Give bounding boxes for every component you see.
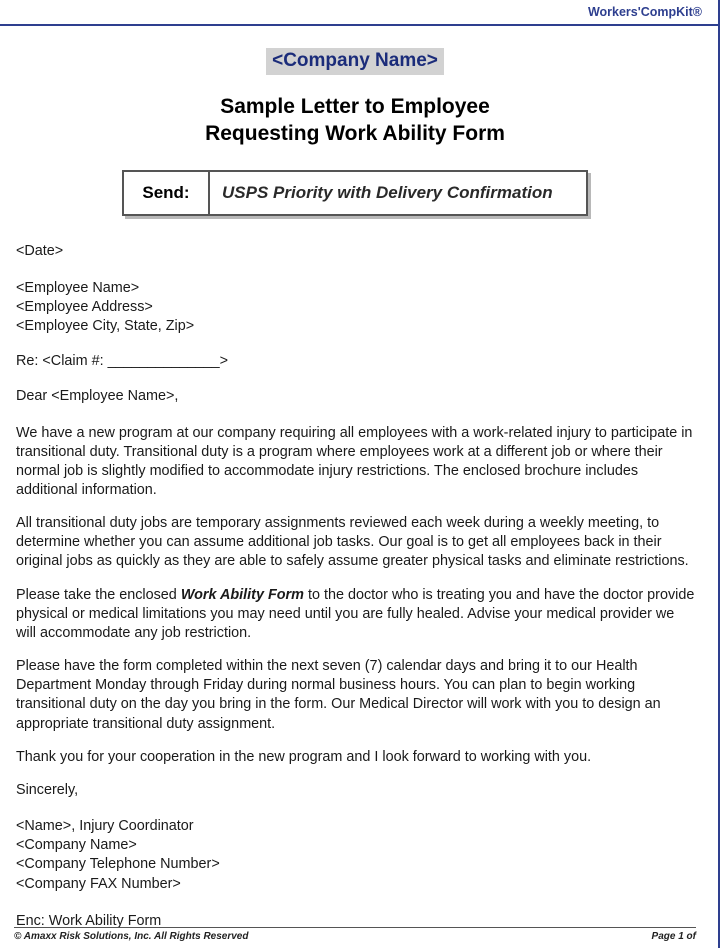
paragraph-5: Thank you for your cooperation in the new program and I look forward to working with you. bbox=[16, 748, 592, 765]
closing: Sincerely, bbox=[16, 781, 79, 798]
page-title-line2: Requesting Work Ability Form bbox=[205, 122, 505, 146]
claim-blank: ______________ bbox=[107, 353, 220, 370]
signature-block bbox=[16, 817, 696, 894]
page-title-line1: Sample Letter to Employee bbox=[220, 95, 490, 118]
brand-header bbox=[0, 0, 718, 26]
signature-line-4: <Company FAX Number> bbox=[16, 875, 181, 892]
address-line-1: <Employee Name> bbox=[16, 279, 140, 296]
letter-body bbox=[14, 242, 696, 931]
address-line-3: <Employee City, State, Zip> bbox=[16, 318, 195, 335]
work-ability-form-emphasis: Work Ability Form bbox=[180, 586, 304, 603]
footer-copyright: © Amaxx Risk Solutions, Inc. All Rights Reserved bbox=[14, 931, 249, 942]
address-block bbox=[16, 279, 696, 336]
send-label: Send: bbox=[124, 172, 210, 214]
date-line: <Date> bbox=[16, 242, 64, 259]
brand-label: Workers'CompKit® bbox=[587, 5, 702, 19]
paragraph-3-part2: to the doctor who is treating you and have the doctor provide physical or medical limitations you may need until you are fully healed. Advise your medical provider we will accommodate any job restriction. bbox=[16, 586, 695, 641]
enclosure-line: Enc: Work Ability Form bbox=[16, 912, 162, 929]
address-line-2: <Employee Address> bbox=[16, 298, 153, 315]
salutation: Dear <Employee Name>, bbox=[16, 388, 179, 405]
company-name-heading bbox=[14, 48, 696, 75]
footer-page-number: Page 1 of bbox=[651, 931, 696, 942]
document-footer bbox=[14, 927, 696, 942]
paragraph-2: All transitional duty jobs are temporary assignments reviewed each week during a weekly meeting, to determine whether you can assume additional job tasks. Our goal is to get all employees back in their original jobs as quickly as they are able to safely assume greater physical tasks and eliminate restrictions. bbox=[16, 515, 689, 570]
claim-prefix: Re: <Claim #: bbox=[16, 353, 108, 370]
signature-line-2: <Company Name> bbox=[16, 837, 137, 854]
signature-line-3: <Company Telephone Number> bbox=[16, 856, 220, 873]
send-value: USPS Priority with Delivery Confirmation bbox=[222, 182, 553, 202]
claim-reference-line bbox=[16, 352, 696, 371]
paragraph-3 bbox=[16, 586, 696, 643]
company-name-placeholder: <Company Name> bbox=[266, 48, 444, 75]
claim-suffix: > bbox=[219, 353, 229, 370]
document-content bbox=[0, 26, 718, 948]
paragraph-1: We have a new program at our company requiring all employees with a work-related injury to participate in transitional duty. Transitional duty is a program where employees work at a different job or where their normal job is slightly modified to accommodate injury restrictions. The enclosed brochure includes additional information. bbox=[16, 424, 693, 498]
paragraph-4: Please have the form completed within the next seven (7) calendar days and bring it to our Health Department Monday through Friday during normal business hours. You can plan to begin working transitional duty on the day you bring in the form. Our Medical Director will work with you to design an appropriate transitional duty assignment. bbox=[16, 658, 661, 732]
send-method-box bbox=[122, 170, 588, 216]
page-title bbox=[14, 93, 696, 148]
signature-line-1: <Name>, Injury Coordinator bbox=[16, 818, 194, 835]
paragraph-3-part1: Please take the enclosed bbox=[16, 586, 181, 603]
